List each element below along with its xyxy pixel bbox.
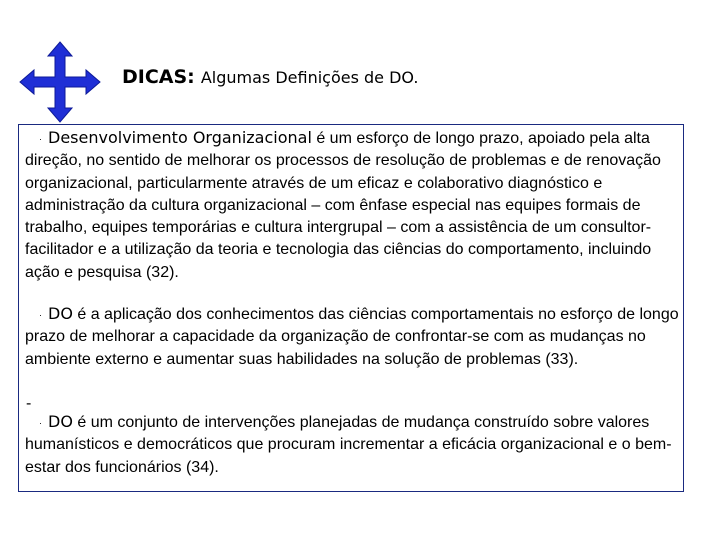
definition-paragraph: [25, 127, 681, 284]
definition-text: é um conjunto de intervenções planejadas de mudança construído sobre valores humanísticos e democráticos que procuram incrementar a eficácia organizacional e o bem-estar dos funcionários (34).: [25, 414, 672, 476]
definition-lead: Desenvolvimento Organizacional: [48, 128, 312, 147]
title-text: Algumas Definições de DO.: [200, 68, 419, 87]
four-way-arrow-icon: [18, 40, 102, 124]
title-prefix: DICAS:: [122, 66, 195, 88]
bullet-icon: ·: [39, 133, 42, 144]
definition-text: é a aplicação dos conhecimentos das ciências comportamentais no esforço de longo prazo de melhorar a capacidade da organização de confrontar-se com as mudanças no ambiente externo e aumentar suas habilidades na solução de problemas (33).: [25, 306, 679, 368]
dash-mark: -: [26, 395, 32, 412]
definitions-box: [18, 124, 684, 492]
definition-lead: DO: [48, 412, 73, 431]
bullet-icon: ·: [39, 417, 42, 428]
definition-paragraph: [25, 303, 681, 371]
page-title: [122, 66, 418, 88]
definition-text: é um esforço de longo prazo, apoiado pela alta direção, no sentido de melhorar os processos de resolução de problemas e de renovação organizacional, particularmente através de um eficaz e colaborativo diagnóstico e administração da cultura organizacional – com ênfase especial nas equipes formais de trabalho, equipes temporárias e cultura intergrupal – com a assistência de um consultor-facilitador e a utilização da teoria e tecnologia das ciências do comportamento, incluindo ação e pesquisa (32).: [25, 130, 661, 281]
bullet-icon: ·: [39, 309, 42, 320]
definition-lead: DO: [48, 304, 73, 323]
definition-paragraph: [25, 411, 681, 479]
